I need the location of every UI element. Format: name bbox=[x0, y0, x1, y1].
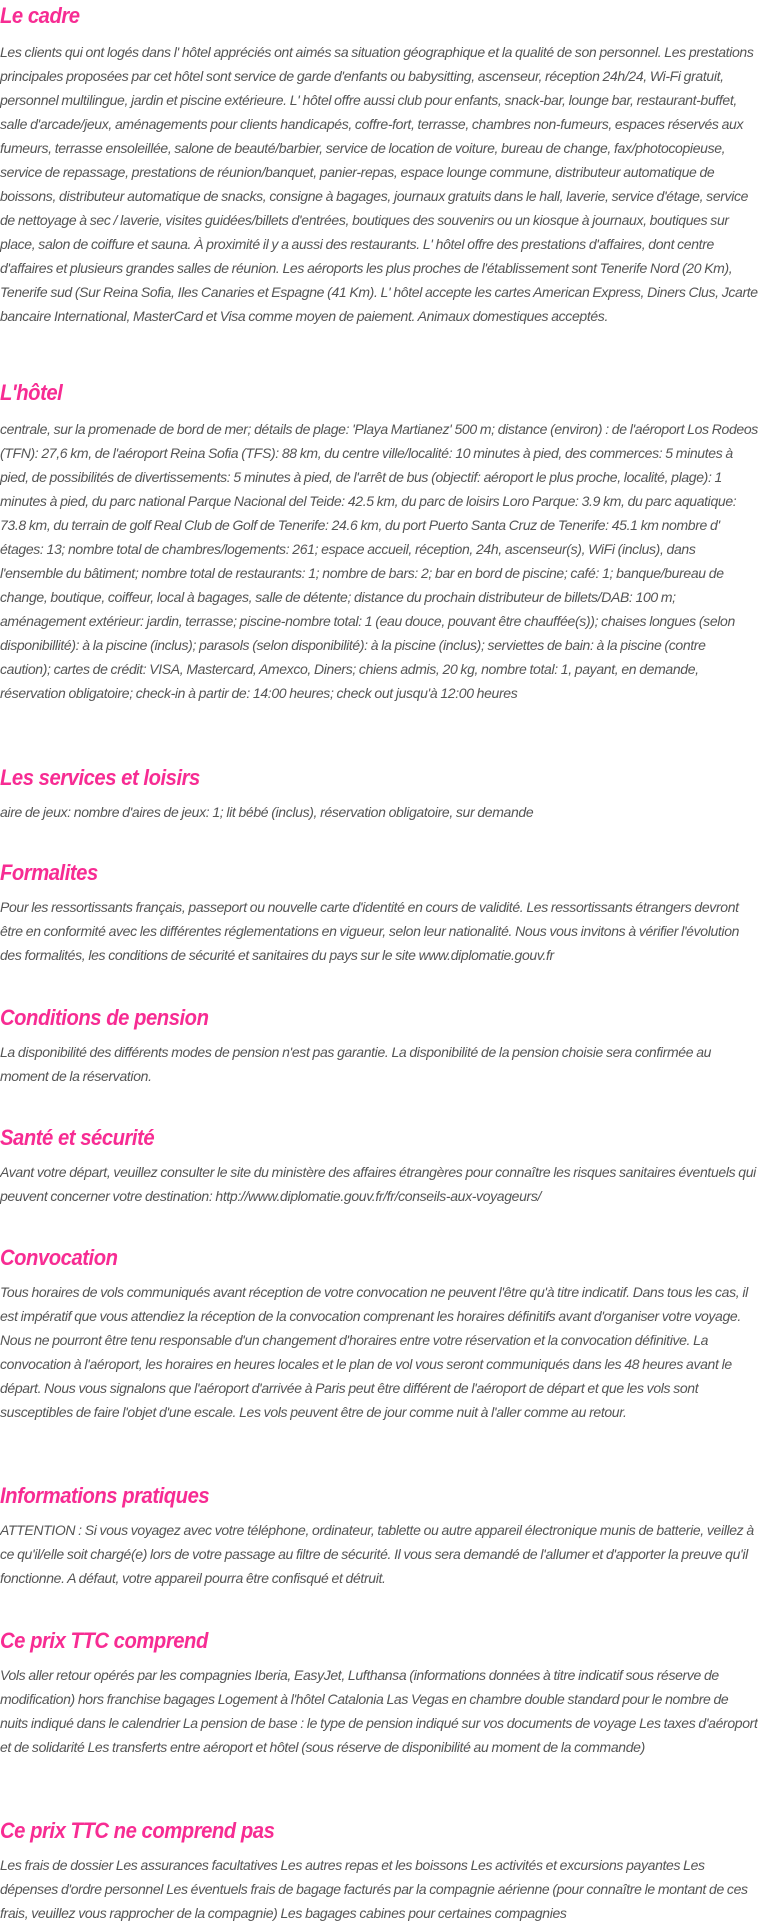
section-title: Ce prix TTC ne comprend pas bbox=[0, 1818, 275, 1843]
section-convocation bbox=[0, 1244, 758, 1482]
section-body: ATTENTION : Si vous voyagez avec votre téléphone, ordinateur, tablette ou autre appareil électronique munis de batterie, veillez à ce qu'il/elle soit chargé(e) lors de votre passage au filtre de sécurité. Il vous sera demandé de l'allumer et d'apporter la preuve qu'il fonctionne. A défaut, votre appareil pourra être confisqué et détruit. bbox=[0, 1522, 754, 1586]
section-title: L'hôtel bbox=[0, 380, 63, 405]
section-title: Conditions de pension bbox=[0, 1005, 209, 1030]
section-prix-ne-comprend-pas bbox=[0, 1817, 758, 1927]
section-body: aire de jeux: nombre d'aires de jeux: 1; lit bébé (inclus), réservation obligatoire, sur demande bbox=[0, 804, 534, 820]
section-title: Santé et sécurité bbox=[0, 1125, 155, 1150]
section-informations-pratiques bbox=[0, 1482, 758, 1627]
section-body: Vols aller retour opérés par les compagnies Iberia, EasyJet, Lufthansa (informations données à titre indicatif sous réserve de modification) hors franchise bagages Logement à l'hôtel Catalonia Las Vegas en chambre double standard pour le nombre de nuits indiqué dans le calendrier La pension de base : le type de pension indiqué sur vos documents de voyage Les taxes d'aéroport et de solidarité Les transferts entre aéroport et hôtel (sous réserve de disponibilité au moment de la commande) bbox=[0, 1667, 758, 1755]
section-title: Formalites bbox=[0, 860, 98, 885]
section-title: Ce prix TTC comprend bbox=[0, 1628, 208, 1653]
section-sante-securite bbox=[0, 1124, 758, 1244]
section-body: Les frais de dossier Les assurances facultatives Les autres repas et les boissons Les activités et excursions payantes Les dépenses d'ordre personnel Les éventuels frais de bagage facturés par la compagnie aérienne (pour connaître le montant de ces frais, veuillez vous rapprocher de la compagnie) Les bagages cabines pour certaines compagnies bbox=[0, 1857, 748, 1921]
section-title: Convocation bbox=[0, 1245, 118, 1270]
section-body: La disponibilité des différents modes de pension n'est pas garantie. La disponibilité de la pension choisie sera confirmée au moment de la réservation. bbox=[0, 1044, 712, 1084]
section-body: Tous horaires de vols communiqués avant réception de votre convocation ne peuvent l'être qu'à titre indicatif. Dans tous les cas, il est impératif que vous attendiez la réception de la convocation comprenant les horaires définitifs avant d'organiser votre voyage. Nous ne pourront être tenu responsable d'un changement d'horaires entre votre réservation et la convocation définitive. La convocation à l'aéroport, les horaires en heures locales et le plan de vol vous seront communiqués dans les 48 heures avant le départ. Nous vous signalons que l'aéroport d'arrivée à Paris peut être différent de l'aéroport de départ et que les vols sont susceptibles de faire l'objet d'une escale. Les vols peuvent être de jour comme nuit à l'aller comme au retour. bbox=[0, 1284, 748, 1420]
section-body: Pour les ressortissants français, passeport ou nouvelle carte d'identité en cours de validité. Les ressortissants étrangers devront être en conformité avec les différentes réglementations en vigueur, selon leur nationalité. Nous vous invitons à vérifier l'évolution des formalités, les conditions de sécurité et sanitaires du pays sur le site www.diplomatie.gouv.fr bbox=[0, 899, 740, 963]
section-body: centrale, sur la promenade de bord de mer; détails de plage: 'Playa Martianez' 500 m; distance (environ) : de l'aéroport Los Rodeos (TFN): 27,6 km, de l'aéroport Reina Sofia (TFS): 88 km, du centre ville/localité: 10 minutes à pied, des commerces: 5 minutes à pied, de possibilités de divertissements: 5 minutes à pied, de l'arrêt de bus (objectif: aéroport le plus proche, localité, plage): 1 minutes à pied, du parc national Parque Nacional del Teide: 42.5 km, du parc de loisirs Loro Parque: 3.9 km, du parc aquatique: 73.8 km, du terrain de golf Real Club de Golf de Tenerife: 24.6 km, du port Puerto Santa Cruz de Tenerife: 45.1 km nombre d' étages: 13; nombre total de chambres/logements: 261; espace accueil, réception, 24h, ascenseur(s), WiFi (inclus), dans l'ensemble du bâtiment; nombre total de restaurants: 1; nombre de bars: 2; bar en bord de piscine; café: 1; banque/bureau de change, boutique, coiffeur, local à bagages, salle de détente; distance du prochain distributeur de billets/DAB: 100 m; aménagement extérieur: jardin, terrasse; piscine-nombre total: 1 (eau douce, pouvant être chauffée(s)); chaises longues (selon disponibillité): à la piscine (inclus); parasols (selon disponibilité): à la piscine (inclus); serviettes de bain: à la piscine (contre caution); cartes de crédit: VISA, Mastercard, Amexco, Diners; chiens admis, 20 kg, nombre total: 1, payant, en demande, réservation obligatoire; check-in à partir de: 14:00 heures; check out jusqu'à 12:00 heures bbox=[0, 421, 758, 701]
section-conditions-pension bbox=[0, 1004, 758, 1124]
section-prix-comprend bbox=[0, 1627, 758, 1817]
section-title: Informations pratiques bbox=[0, 1483, 210, 1508]
section-l-hotel bbox=[0, 379, 758, 764]
section-services-loisirs bbox=[0, 764, 758, 859]
section-formalites bbox=[0, 859, 758, 1004]
section-body: Avant votre départ, veuillez consulter le site du ministère des affaires étrangères pour connaître les risques sanitaires éventuels qui peuvent concerner votre destination: http://www.diplomatie.gouv.fr/fr/conseils-aux-voyageurs/ bbox=[0, 1164, 756, 1204]
hotel-info-page bbox=[0, 2, 758, 1927]
section-title: Les services et loisirs bbox=[0, 765, 200, 790]
section-le-cadre bbox=[0, 2, 758, 379]
section-body: Les clients qui ont logés dans l' hôtel appréciés ont aimés sa situation géographique et la qualité de son personnel. Les prestations principales proposées par cet hôtel sont service de garde d'enfants ou babysitting, ascenseur, réception 24h/24, Wi-Fi gratuit, personnel multilingue, jardin et piscine extérieure. L' hôtel offre aussi club pour enfants, snack-bar, lounge bar, restaurant-buffet, salle d'arcade/jeux, aménagements pour clients handicapés, coffre-fort, terrasse, chambres non-fumeurs, espaces réservés aux fumeurs, terrasse ensoleillée, salone de beauté/barbier, service de location de voiture, bureau de change, fax/photocopieuse, service de repassage, prestations de réunion/banquet, panier-repas, espace lounge commune, distributeur automatique de boissons, distributeur automatique de snacks, consigne à bagages, journaux gratuits dans le hall, laverie, service d'étage, service de nettoyage à sec / laverie, visites guidées/billets d'entrées, boutiques des souvenirs ou un kiosque à journaux, boutiques sur place, salon de coiffure et sauna. À proximité il y a aussi des restaurants. L' hôtel offre des prestations d'affaires, dont centre d'affaires et plusieurs grandes salles de réunion. Les aéroports les plus proches de l'établissement sont Tenerife Nord (20 Km), Tenerife sud (Sur Reina Sofia, Iles Canaries et Espagne (41 Km). L' hôtel accepte les cartes American Express, Diners Clus, Jcarte bancaire International, MasterCard et Visa comme moyen de paiement. Animaux domestiques acceptés. bbox=[0, 44, 758, 324]
section-title: Le cadre bbox=[0, 3, 80, 28]
